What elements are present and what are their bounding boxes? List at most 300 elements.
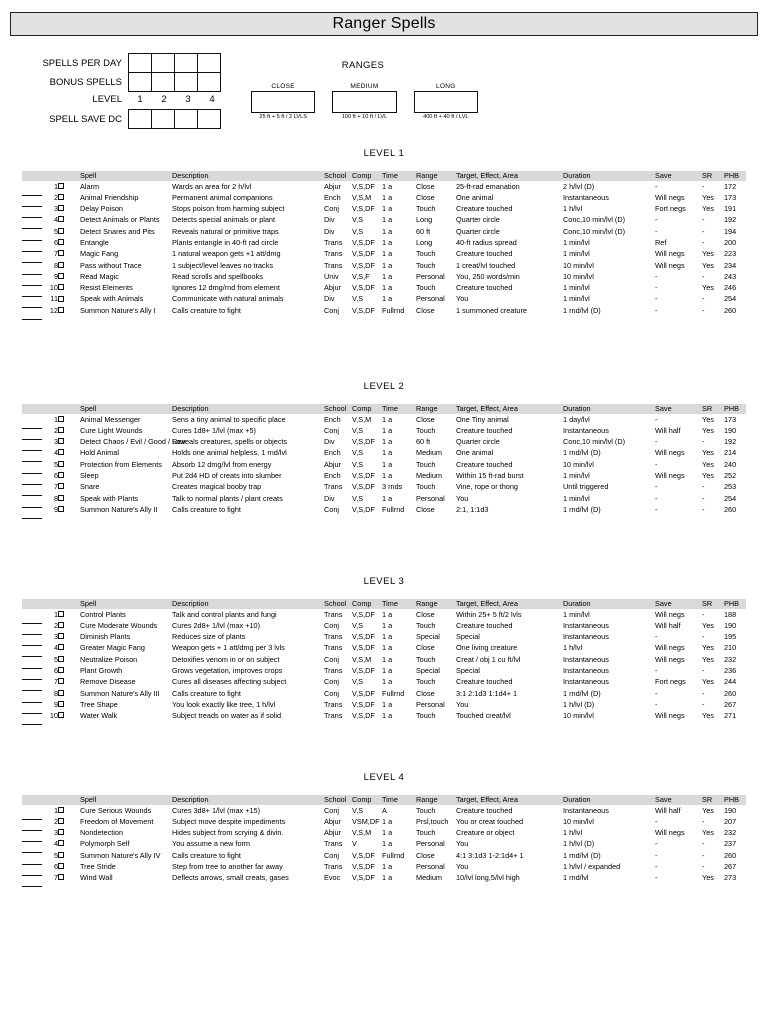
prepared-checkbox-cell[interactable] xyxy=(58,305,80,316)
cell-school: Abjur xyxy=(324,283,342,293)
cell-duration: Conc,10 min/lvl (D) xyxy=(563,226,626,236)
prepared-checkbox[interactable] xyxy=(58,818,64,824)
cell-phb: 214 xyxy=(724,448,737,458)
cell-spell: Greater Magic Fang xyxy=(80,643,145,653)
prepared-checkbox[interactable] xyxy=(58,633,64,639)
checkbox-header xyxy=(58,171,80,181)
row-index: 8 xyxy=(53,493,58,503)
prepared-checkbox-cell[interactable] xyxy=(58,470,80,481)
cell-spell: Control Plants xyxy=(80,609,126,619)
prepared-checkbox-cell[interactable] xyxy=(58,665,80,676)
write-in-line-cell[interactable] xyxy=(22,470,44,481)
prepared-checkbox-cell[interactable] xyxy=(58,425,80,436)
prepared-checkbox[interactable] xyxy=(58,239,64,245)
spell-save-dc-cell[interactable] xyxy=(151,109,175,129)
cell-school: Trans xyxy=(324,665,343,675)
cell-duration: Instantaneous xyxy=(563,805,609,815)
write-in-line-cell[interactable] xyxy=(22,827,44,838)
level-numbers xyxy=(128,94,224,105)
cell-sr: - xyxy=(702,181,705,191)
write-in-line-cell[interactable] xyxy=(22,226,44,237)
table-row xyxy=(22,504,746,515)
write-in-line-cell[interactable] xyxy=(22,620,44,631)
prepared-checkbox-cell[interactable] xyxy=(58,688,80,699)
cell-comp: V,S,M xyxy=(352,654,372,664)
prepared-checkbox-cell[interactable] xyxy=(58,850,80,861)
cell-duration: 1 day/lvl xyxy=(563,414,590,424)
write-in-line-cell[interactable] xyxy=(22,699,44,710)
write-in-line[interactable] xyxy=(22,262,42,263)
row-index: 5 xyxy=(53,459,58,469)
cell-target: You xyxy=(456,861,469,871)
cell-sr: Yes xyxy=(702,260,714,270)
cell-time: 1 a xyxy=(382,816,393,826)
cell-range: 60 ft xyxy=(416,226,431,236)
write-in-line-cell[interactable] xyxy=(22,214,44,225)
cell-target: Creature touched xyxy=(456,204,513,214)
range-name: MEDIUM xyxy=(350,83,379,90)
write-in-line-cell[interactable] xyxy=(22,850,44,861)
cell-desc: Deflects arrows, small creats, gases xyxy=(172,873,289,883)
cell-duration: 1 rnd/lvl (D) xyxy=(563,448,601,458)
write-in-line[interactable] xyxy=(22,518,42,519)
range-name: LONG xyxy=(436,83,456,90)
prepared-checkbox[interactable] xyxy=(58,438,64,444)
write-in-line[interactable] xyxy=(22,645,42,646)
prepared-checkbox[interactable] xyxy=(58,273,64,279)
cell-phb: 243 xyxy=(724,271,737,281)
prepared-checkbox[interactable] xyxy=(58,495,64,501)
prepared-checkbox[interactable] xyxy=(58,678,64,684)
prepared-checkbox[interactable] xyxy=(58,483,64,489)
cell-sr: - xyxy=(702,609,705,619)
write-in-line[interactable] xyxy=(22,461,42,462)
cell-save: - xyxy=(655,816,658,826)
spell-save-dc-cell[interactable] xyxy=(174,109,198,129)
cell-range: Close xyxy=(416,192,435,202)
cell-school: Conj xyxy=(324,425,340,435)
cell-phb: 240 xyxy=(724,459,737,469)
write-in-line[interactable] xyxy=(22,307,42,308)
write-in-line[interactable] xyxy=(22,473,42,474)
cell-comp: V,S,M xyxy=(352,192,372,202)
prepared-checkbox[interactable] xyxy=(58,307,64,313)
prepared-checkbox-cell[interactable] xyxy=(58,699,80,710)
cell-target: Within 25+ 5 ft/2 lvls xyxy=(456,609,522,619)
prepared-checkbox-cell[interactable] xyxy=(58,872,80,883)
prepared-checkbox[interactable] xyxy=(58,701,64,707)
table-row xyxy=(22,459,746,470)
write-in-line-cell[interactable] xyxy=(22,271,44,282)
range-item xyxy=(251,83,315,120)
level-section xyxy=(0,576,768,721)
cell-save: Will negs xyxy=(655,192,685,202)
cell-duration: 1 min/lvl xyxy=(563,493,590,503)
write-in-line-cell[interactable] xyxy=(22,293,44,304)
cell-phb: 252 xyxy=(724,470,737,480)
cell-save: - xyxy=(655,861,658,871)
level-number: 1 xyxy=(137,94,143,105)
write-in-line[interactable] xyxy=(22,450,42,451)
column-header: Save xyxy=(655,599,702,609)
cell-range: Touch xyxy=(416,805,436,815)
table-header-row xyxy=(22,795,746,805)
cell-phb: 267 xyxy=(724,699,737,709)
cell-desc: Calls creature to fight xyxy=(172,850,241,860)
cell-desc: Cures all diseases affecting subject xyxy=(172,677,287,687)
cell-save: Will negs xyxy=(655,470,685,480)
table-row xyxy=(22,654,746,665)
prepared-checkbox[interactable] xyxy=(58,667,64,673)
write-in-line[interactable] xyxy=(22,875,42,876)
cell-desc: Talk to normal plants / plant creats xyxy=(172,493,283,503)
write-in-line-cell[interactable] xyxy=(22,493,44,504)
cell-desc: Reveals creatures, spells or objects xyxy=(172,437,288,447)
write-in-line[interactable] xyxy=(22,507,42,508)
prepared-checkbox-cell[interactable] xyxy=(58,203,80,214)
prepared-checkbox[interactable] xyxy=(58,461,64,467)
write-in-line[interactable] xyxy=(22,864,42,865)
cell-time: 1 a xyxy=(382,643,393,653)
prepared-checkbox[interactable] xyxy=(58,506,64,512)
table-row xyxy=(22,470,746,481)
write-in-line[interactable] xyxy=(22,713,42,714)
prepared-checkbox[interactable] xyxy=(58,216,64,222)
prepared-checkbox[interactable] xyxy=(58,205,64,211)
prepared-checkbox-cell[interactable] xyxy=(58,436,80,447)
cell-comp: V,S xyxy=(352,459,364,469)
cell-sr: Yes xyxy=(702,249,714,259)
write-in-line-cell[interactable] xyxy=(22,447,44,458)
write-in-line[interactable] xyxy=(22,439,42,440)
cell-comp: V,S,DF xyxy=(352,850,375,860)
cell-phb: 237 xyxy=(724,839,737,849)
write-in-line-cell[interactable] xyxy=(22,688,44,699)
prepared-checkbox[interactable] xyxy=(58,840,64,846)
table-row xyxy=(22,271,746,282)
write-in-line-cell[interactable] xyxy=(22,609,44,620)
prepared-checkbox[interactable] xyxy=(58,656,64,662)
prepared-checkbox[interactable] xyxy=(58,183,64,189)
cell-phb: 254 xyxy=(724,294,737,304)
column-header: Time xyxy=(382,171,416,181)
cell-save: - xyxy=(655,504,658,514)
write-in-line-cell[interactable] xyxy=(22,816,44,827)
prepared-checkbox-cell[interactable] xyxy=(58,493,80,504)
cell-duration: Conc,10 min/lvl (D) xyxy=(563,215,626,225)
prepared-checkbox-cell[interactable] xyxy=(58,838,80,849)
spells-per-day-cell[interactable] xyxy=(128,72,152,92)
write-in-line[interactable] xyxy=(22,623,42,624)
prepared-checkbox-cell[interactable] xyxy=(58,609,80,620)
write-in-line[interactable] xyxy=(22,690,42,691)
range-box[interactable] xyxy=(332,91,396,113)
write-in-line-cell[interactable] xyxy=(22,872,44,883)
cell-comp: V,S,DF xyxy=(352,632,375,642)
cell-time: 1 a xyxy=(382,861,393,871)
cell-duration: 1 h/lvl (D) xyxy=(563,839,595,849)
write-in-line-cell[interactable] xyxy=(22,710,44,721)
prepared-checkbox[interactable] xyxy=(58,611,64,617)
write-in-line[interactable] xyxy=(22,852,42,853)
cell-duration: 1 rnd/lvl xyxy=(563,873,589,883)
cell-time: 3 rnds xyxy=(382,482,403,492)
cell-sr: - xyxy=(702,850,705,860)
prepared-checkbox-cell[interactable] xyxy=(58,459,80,470)
spell-save-dc-cell[interactable] xyxy=(197,109,221,129)
write-in-line[interactable] xyxy=(22,634,42,635)
cell-save: - xyxy=(655,632,658,642)
write-in-line[interactable] xyxy=(22,484,42,485)
cell-spell: Freedom of Movement xyxy=(80,816,154,826)
page-title: Ranger Spells xyxy=(332,15,436,32)
column-header: Spell xyxy=(80,795,172,805)
write-in-line-cell[interactable] xyxy=(22,203,44,214)
prepared-checkbox-cell[interactable] xyxy=(58,827,80,838)
column-header: Comp xyxy=(352,795,382,805)
prepared-checkbox[interactable] xyxy=(58,296,64,302)
prepared-checkbox-cell[interactable] xyxy=(58,260,80,271)
write-in-line-cell[interactable] xyxy=(22,181,44,192)
prepared-checkbox-cell[interactable] xyxy=(58,620,80,631)
prepared-checkbox-cell[interactable] xyxy=(58,654,80,665)
prepared-checkbox-cell[interactable] xyxy=(58,642,80,653)
write-in-line[interactable] xyxy=(22,274,42,275)
write-in-line[interactable] xyxy=(22,819,42,820)
cell-target: Quarter circle xyxy=(456,437,500,447)
prepared-checkbox[interactable] xyxy=(58,852,64,858)
write-in-line[interactable] xyxy=(22,195,42,196)
prepared-checkbox[interactable] xyxy=(58,228,64,234)
column-header: Duration xyxy=(563,404,655,414)
cell-time: Fullrnd xyxy=(382,850,405,860)
write-in-line-cell[interactable] xyxy=(22,248,44,259)
prepared-checkbox[interactable] xyxy=(58,622,64,628)
prepared-checkbox[interactable] xyxy=(58,644,64,650)
column-header: School xyxy=(324,795,352,805)
cell-comp: V,S,DF xyxy=(352,283,375,293)
cell-desc: Read scrolls and spellbooks xyxy=(172,271,263,281)
level-heading: LEVEL 2 xyxy=(363,381,405,392)
spells-per-day-cell[interactable] xyxy=(151,72,175,92)
write-in-line[interactable] xyxy=(22,841,42,842)
cell-spell: Polymorph Self xyxy=(80,839,130,849)
write-in-line-cell[interactable] xyxy=(22,805,44,816)
write-in-line[interactable] xyxy=(22,679,42,680)
write-in-line-cell[interactable] xyxy=(22,192,44,203)
cell-desc: 1 natural weapon gets +1 att/dmg xyxy=(172,249,281,259)
write-in-line-cell[interactable] xyxy=(22,838,44,849)
prepared-checkbox-cell[interactable] xyxy=(58,181,80,192)
cell-phb: 194 xyxy=(724,226,737,236)
prepared-checkbox-cell[interactable] xyxy=(58,271,80,282)
write-in-line-cell[interactable] xyxy=(22,631,44,642)
cell-duration: 1 min/lvl xyxy=(563,609,590,619)
prepared-checkbox[interactable] xyxy=(58,874,64,880)
cell-target: You xyxy=(456,493,469,503)
write-in-line[interactable] xyxy=(22,240,42,241)
write-in-line-cell[interactable] xyxy=(22,305,44,316)
prepared-checkbox[interactable] xyxy=(58,194,64,200)
write-in-line-cell[interactable] xyxy=(22,459,44,470)
cell-duration: 1 rnd/lvl (D) xyxy=(563,504,601,514)
cell-desc: Cures 2d8+ 1/lvl (max +10) xyxy=(172,620,261,630)
cell-range: Special xyxy=(416,632,440,642)
prepared-checkbox-cell[interactable] xyxy=(58,676,80,687)
cell-range: Personal xyxy=(416,699,445,709)
spells-per-day-cell[interactable] xyxy=(151,53,175,73)
spells-per-day-cell[interactable] xyxy=(174,53,198,73)
write-in-line[interactable] xyxy=(22,830,42,831)
prepared-checkbox-cell[interactable] xyxy=(58,481,80,492)
spell-save-dc-cells xyxy=(128,110,221,129)
prepared-checkbox-cell[interactable] xyxy=(58,816,80,827)
prepared-checkbox-cell[interactable] xyxy=(58,805,80,816)
prepared-checkbox-cell[interactable] xyxy=(58,226,80,237)
cell-range: Touch xyxy=(416,828,436,838)
spells-per-day-cell[interactable] xyxy=(174,72,198,92)
prepared-checkbox[interactable] xyxy=(58,416,64,422)
cell-target: Vine, rope or thong xyxy=(456,482,518,492)
spell-table xyxy=(22,404,746,515)
cell-desc: Subject move despite impediments xyxy=(172,816,286,826)
column-header: PHB xyxy=(724,599,746,609)
write-in-line[interactable] xyxy=(22,886,42,887)
prepared-checkbox-cell[interactable] xyxy=(58,248,80,259)
prepared-checkbox-cell[interactable] xyxy=(58,414,80,425)
level-section xyxy=(0,772,768,884)
table-row xyxy=(22,414,746,425)
prepared-checkbox-cell[interactable] xyxy=(58,293,80,304)
write-in-line[interactable] xyxy=(22,251,42,252)
cell-desc: Put 2d4 HD of creats into slumber xyxy=(172,470,282,480)
prepared-checkbox-cell[interactable] xyxy=(58,861,80,872)
prepared-checkbox-cell[interactable] xyxy=(58,447,80,458)
write-in-line[interactable] xyxy=(22,668,42,669)
range-box[interactable] xyxy=(414,91,478,113)
cell-sr: - xyxy=(702,816,705,826)
spell-save-dc-cell[interactable] xyxy=(128,109,152,129)
row-index: 10 xyxy=(49,283,58,293)
column-header: School xyxy=(324,599,352,609)
cell-comp: V,S,F xyxy=(352,271,370,281)
spells-per-day-cell[interactable] xyxy=(197,53,221,73)
range-box[interactable] xyxy=(251,91,315,113)
cell-school: Conj xyxy=(324,688,340,698)
write-in-line-cell[interactable] xyxy=(22,436,44,447)
prepared-checkbox[interactable] xyxy=(58,472,64,478)
write-in-line-cell[interactable] xyxy=(22,676,44,687)
prepared-checkbox[interactable] xyxy=(58,262,64,268)
write-in-line[interactable] xyxy=(22,285,42,286)
write-in-line-cell[interactable] xyxy=(22,237,44,248)
spells-per-day-cell[interactable] xyxy=(197,72,221,92)
cell-range: Personal xyxy=(416,839,445,849)
write-in-line-cell[interactable] xyxy=(22,654,44,665)
prepared-checkbox-cell[interactable] xyxy=(58,504,80,515)
prepared-checkbox-cell[interactable] xyxy=(58,237,80,248)
cell-comp: V,S,DF xyxy=(352,665,375,675)
cell-time: 1 a xyxy=(382,294,393,304)
write-in-line-cell[interactable] xyxy=(22,282,44,293)
cell-save: Will negs xyxy=(655,828,685,838)
cell-range: Touch xyxy=(416,249,436,259)
write-in-line[interactable] xyxy=(22,319,42,320)
prepared-checkbox-cell[interactable] xyxy=(58,631,80,642)
row-index: 9 xyxy=(53,271,58,281)
write-in-line[interactable] xyxy=(22,217,42,218)
prepared-checkbox[interactable] xyxy=(58,449,64,455)
row-index: 11 xyxy=(50,294,58,304)
write-in-line[interactable] xyxy=(22,495,42,496)
cell-time: 1 a xyxy=(382,271,393,281)
prepared-checkbox[interactable] xyxy=(58,427,64,433)
write-in-line-cell[interactable] xyxy=(22,425,44,436)
column-header: Spell xyxy=(80,171,172,181)
cell-comp: V,S xyxy=(352,294,364,304)
table-row xyxy=(22,838,746,849)
prepared-checkbox[interactable] xyxy=(58,863,64,869)
prepared-checkbox[interactable] xyxy=(58,829,64,835)
table-row xyxy=(22,260,746,271)
cell-sr: - xyxy=(702,226,705,236)
prepared-checkbox-cell[interactable] xyxy=(58,214,80,225)
cell-time: Fullrnd xyxy=(382,504,405,514)
write-in-line[interactable] xyxy=(22,296,42,297)
write-in-line[interactable] xyxy=(22,656,42,657)
write-in-line[interactable] xyxy=(22,724,42,725)
write-in-line[interactable] xyxy=(22,428,42,429)
cell-sr: - xyxy=(702,504,705,514)
column-header: Spell xyxy=(80,404,172,414)
prepared-checkbox-cell[interactable] xyxy=(58,192,80,203)
prepared-checkbox[interactable] xyxy=(58,284,64,290)
cell-comp: V,S,DF xyxy=(352,237,375,247)
row-index: 12 xyxy=(49,305,58,315)
prepared-checkbox[interactable] xyxy=(58,690,64,696)
prepared-checkbox[interactable] xyxy=(58,250,64,256)
write-in-line-cell[interactable] xyxy=(22,861,44,872)
cell-desc: Hides subject from scrying & divin. xyxy=(172,828,284,838)
prepared-checkbox[interactable] xyxy=(58,807,64,813)
cell-school: Univ xyxy=(324,271,339,281)
cell-save: - xyxy=(655,271,658,281)
cell-spell: Speak with Plants xyxy=(80,493,139,503)
cell-comp: V,S,DF xyxy=(352,470,375,480)
write-in-line[interactable] xyxy=(22,228,42,229)
write-in-line-cell[interactable] xyxy=(22,642,44,653)
write-in-line-cell[interactable] xyxy=(22,481,44,492)
write-in-line[interactable] xyxy=(22,206,42,207)
range-formula: 25 ft + 5 ft / 2 LVLS xyxy=(259,114,307,120)
write-in-line[interactable] xyxy=(22,702,42,703)
spells-per-day-cell[interactable] xyxy=(128,53,152,73)
cell-phb: 200 xyxy=(724,237,737,247)
cell-phb: 260 xyxy=(724,504,737,514)
prepared-checkbox-cell[interactable] xyxy=(58,282,80,293)
prepared-checkbox-cell[interactable] xyxy=(58,710,80,721)
write-in-line-cell[interactable] xyxy=(22,504,44,515)
cell-comp: V,S,DF xyxy=(352,482,375,492)
cell-phb: 172 xyxy=(724,181,737,191)
prepared-checkbox[interactable] xyxy=(58,712,64,718)
cell-desc: Detects special animals or plant xyxy=(172,215,276,225)
table-row xyxy=(22,293,746,304)
write-in-line-cell[interactable] xyxy=(22,260,44,271)
write-in-line-cell[interactable] xyxy=(22,665,44,676)
write-in-line-cell[interactable] xyxy=(22,414,44,425)
cell-range: Close xyxy=(416,181,435,191)
